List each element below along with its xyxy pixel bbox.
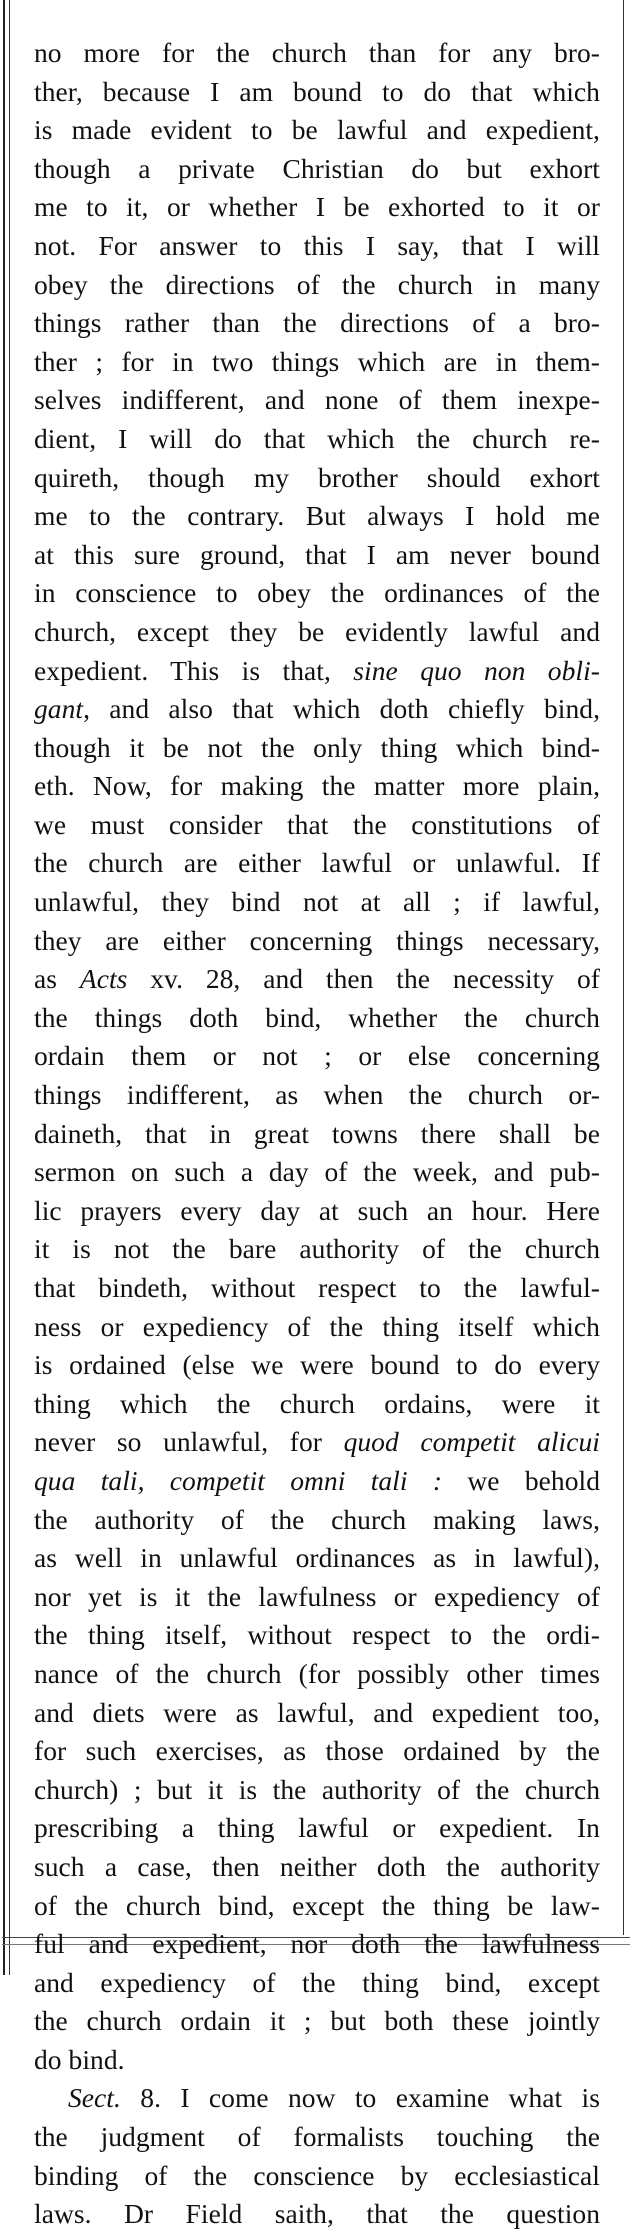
text-line: sermon on such a day of the week, and pub- [34, 1156, 600, 1188]
text-line: the judgment of formalists touching the [34, 2121, 600, 2153]
text-run: xv. 28, and then the necessity of [127, 963, 600, 995]
text-line: ther ; for in two things which are in them- [34, 345, 600, 377]
text-line: no more for the church than for any bro- [34, 37, 600, 68]
latin-phrase: gant [34, 693, 84, 725]
latin-phrase: qua tali, competit omni tali : [34, 1464, 443, 1496]
text-line: and diets were as lawful, and expedient too, [34, 1696, 600, 1728]
text-line: such a case, then neither doth the authority [34, 1850, 600, 1882]
text-line: laws. Dr Field saith, that the question [34, 2198, 600, 2230]
text-line: dient, I will do that which the church re- [34, 422, 600, 454]
text-line: eth. Now, for making the matter more plain, [34, 770, 600, 802]
latin-phrase: quod competit alicui [343, 1426, 600, 1458]
text-line: ness or expediency of the thing itself which [34, 1310, 600, 1342]
text-line: in conscience to obey the ordinances of the [34, 577, 600, 609]
text-line: the authority of the church making laws, [34, 1503, 600, 1535]
text-line: as well in unlawful ordinances as in lawful), [34, 1542, 600, 1574]
text-line: at this sure ground, that I am never bound [34, 538, 600, 570]
scripture-reference: Acts [79, 963, 128, 995]
text-run: never so unlawful, for [34, 1426, 344, 1458]
text-line: prescribing a thing lawful or expedient. In [34, 1812, 600, 1844]
text-line: binding of the conscience by ecclesiastical [34, 2159, 600, 2191]
text-line: is ordained (else we were bound to do every [34, 1349, 600, 1381]
paragraph-end-line: do bind. [34, 2043, 125, 2075]
text-line: daineth, that in great towns there shall be [34, 1117, 600, 1149]
text-line: obey the directions of the church in many [34, 268, 600, 300]
text-line: selves indifferent, and none of them inexpe- [34, 384, 600, 416]
text-line: church) ; but it is the authority of the church [34, 1773, 600, 1805]
text-line: unlawful, they bind not at all ; if lawful, [34, 886, 600, 918]
text-line: ther, because I am bound to do that which [34, 75, 600, 107]
text-line: the church are either lawful or unlawful. If [34, 847, 600, 879]
text-run: as [34, 963, 80, 995]
text-line: of the church bind, except the thing be law- [34, 1889, 600, 1921]
page-text-column [34, 34, 600, 2234]
text-line: it is not the bare authority of the church [34, 1233, 600, 1265]
text-line: though it be not the only thing which bind- [34, 731, 600, 763]
section-heading-line [34, 2079, 600, 2118]
text-line: quireth, though my brother should exhort [34, 461, 600, 493]
text-line-mixed [34, 1423, 600, 1462]
right-border-rule [623, 0, 624, 1935]
text-line: the thing itself, without respect to the ordi- [34, 1619, 600, 1651]
text-line: lic prayers every day at such an hour. Here [34, 1194, 600, 1226]
latin-phrase: sine quo non obli- [353, 654, 600, 686]
text-run: , and also that which doth chiefly bind, [83, 693, 600, 725]
text-line-mixed [34, 1462, 600, 1501]
text-line: nor yet is it the lawfulness or expediency of [34, 1580, 600, 1612]
text-line: me to the contrary. But always I hold me [34, 500, 600, 532]
text-line-mixed [34, 690, 600, 729]
text-line: things indifferent, as when the church or- [34, 1079, 600, 1111]
text-line: for such exercises, as those ordained by the [34, 1735, 600, 1767]
text-line: that bindeth, without respect to the lawful- [34, 1272, 600, 1303]
section-label: Sect. [68, 2082, 121, 2114]
text-line: the church ordain it ; but both these jointly [34, 2005, 600, 2037]
text-line-mixed [34, 652, 600, 691]
text-line: ful and expedient, nor doth the lawfulness [34, 1928, 600, 1960]
text-line: things rather than the directions of a bro- [34, 307, 600, 339]
text-line: and expediency of the thing bind, except [34, 1966, 600, 1998]
text-line: the things doth bind, whether the church [34, 1001, 600, 1033]
text-line: they are either concerning things necessary, [34, 924, 600, 956]
left-inner-rule [9, 0, 10, 1975]
text-line: is made evident to be lawful and expedient, [34, 114, 600, 146]
text-line: thing which the church ordains, were it [34, 1387, 600, 1419]
text-line: church, except they be evidently lawful and [34, 615, 600, 647]
text-run: we behold [442, 1464, 600, 1496]
text-run: expedient. This is that, [34, 654, 354, 686]
text-line: ordain them or not ; or else concerning [34, 1040, 600, 1072]
text-line: we must consider that the constitutions of [34, 808, 600, 840]
text-line: though a private Christian do but exhort [34, 152, 600, 184]
text-line-mixed [34, 960, 600, 999]
text-line: me to it, or whether I be exhorted to it or [34, 191, 600, 223]
left-border-rule [3, 0, 5, 1975]
text-run: 8. I come now to examine what is [120, 2082, 600, 2114]
text-line: not. For answer to this I say, that I will [34, 229, 600, 261]
text-line: nance of the church (for possibly other times [34, 1657, 600, 1689]
